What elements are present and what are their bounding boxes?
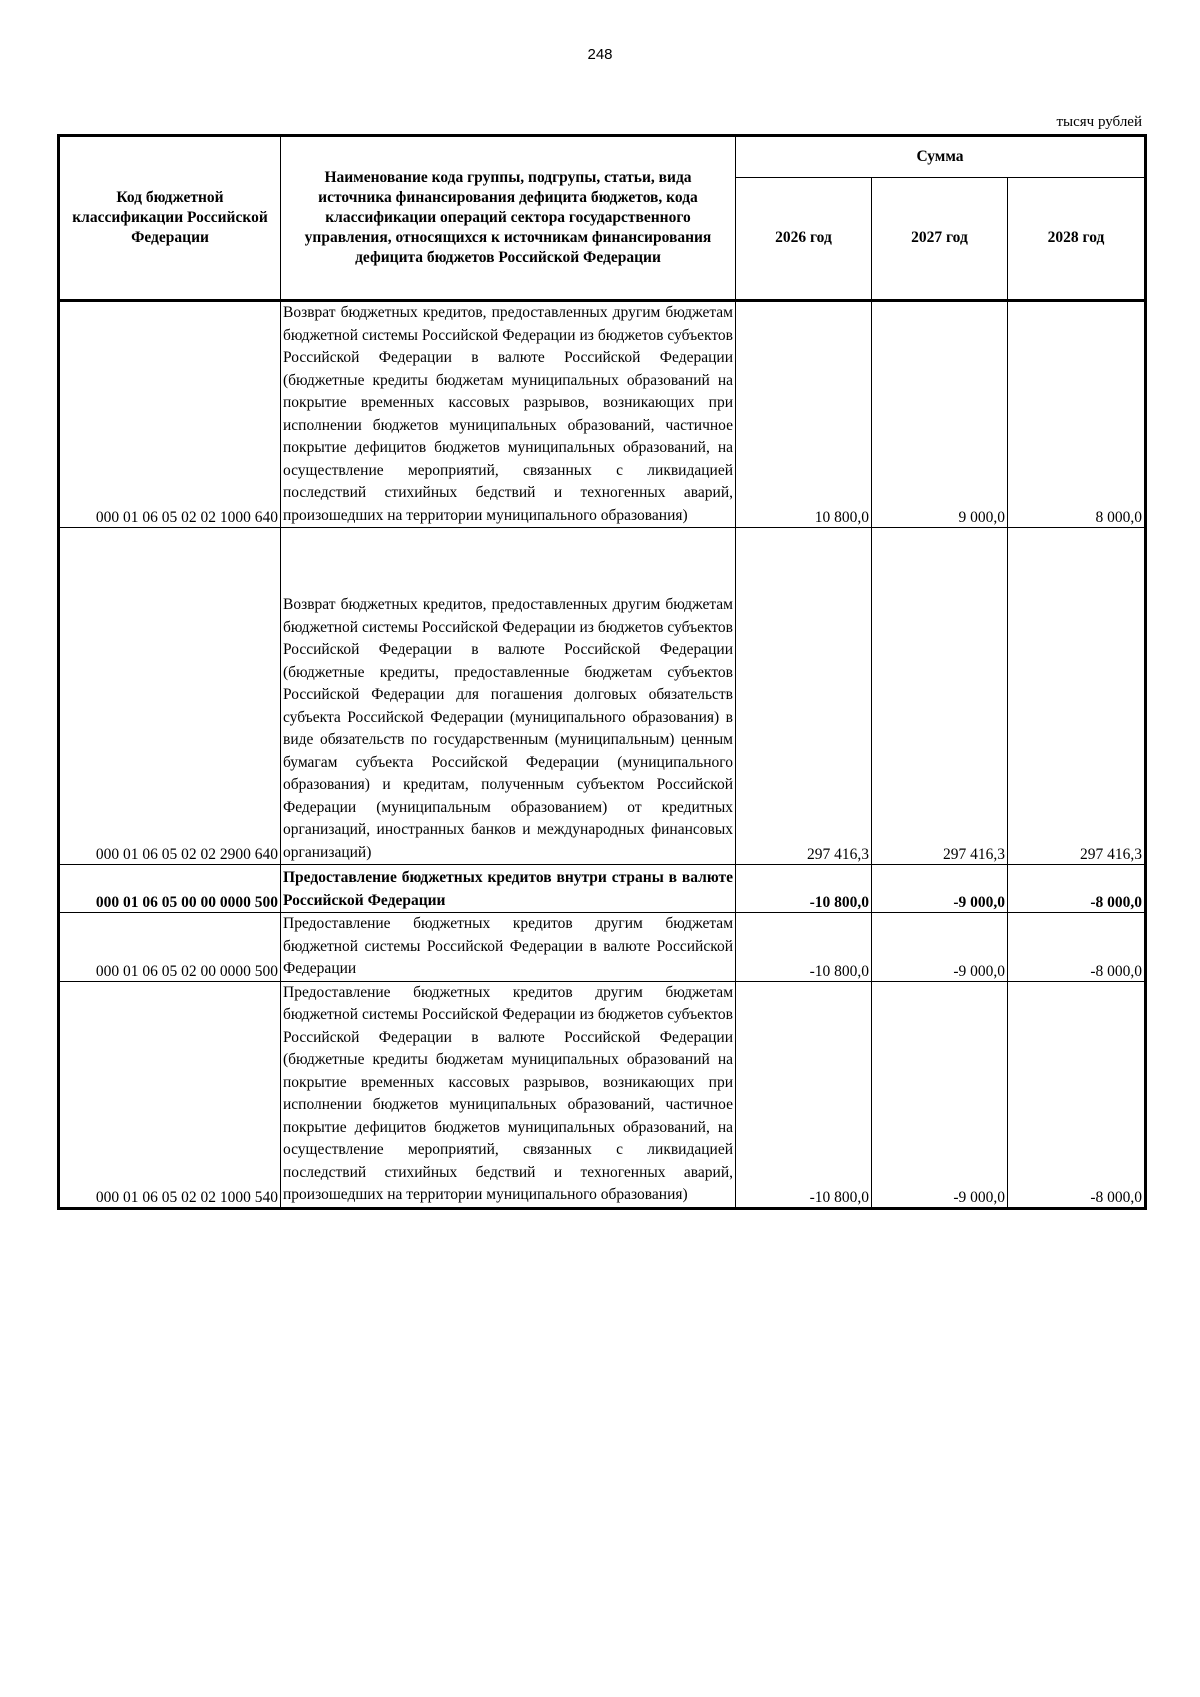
header-year-2027: 2027 год — [872, 178, 1008, 301]
row-value-2028: 297 416,3 — [1008, 528, 1146, 865]
row-code: 000 01 06 05 02 02 2900 640 — [59, 528, 281, 865]
row-code: 000 01 06 05 02 02 1000 540 — [59, 981, 281, 1208]
units-label: тысяч рублей — [1056, 114, 1142, 130]
row-name: Возврат бюджетных кредитов, предоставленных другим бюджетам бюджетной системы Российской Федерации из бюджетов субъектов Российской Федерации в валюте Российской Федерации (бюджетные кредиты, предоставленные бюджетам субъектов Российской Федерации для погашения долговых обязательств субъекта Российской Федерации (муниципального образования) в виде обязательств по государственным (муниципальным) ценным бумагам субъекта Российской Федерации (муниципального образования) и кредитам, полученным субъектом Российской Федерации (муниципальным образованием) от кредитных организаций, иностранных банков и международных финансовых организаций) — [281, 528, 736, 865]
table-row — [59, 981, 1146, 1208]
table-row — [59, 301, 1146, 528]
row-value-2026: 297 416,3 — [736, 528, 872, 865]
header-year-2028: 2028 год — [1008, 178, 1146, 301]
table-row — [59, 865, 1146, 913]
row-value-2027: 9 000,0 — [872, 301, 1008, 528]
row-value-2027: -9 000,0 — [872, 981, 1008, 1208]
budget-table — [57, 134, 1147, 1210]
row-value-2026: -10 800,0 — [736, 981, 872, 1208]
page-number: 248 — [587, 46, 613, 63]
row-value-2027: 297 416,3 — [872, 528, 1008, 865]
table-body — [59, 301, 1146, 1209]
header-name: Наименование кода группы, подгрупы, статьи, вида источника финансирования дефицита бюджетов, кода классификации операций сектора государственного управления, относящихся к источникам финансирования дефицита бюджетов Российской Федерации — [281, 136, 736, 301]
header-sum: Сумма — [736, 136, 1146, 178]
header-code: Код бюджетной классификации Российской Федерации — [59, 136, 281, 301]
row-code: 000 01 06 05 02 02 1000 640 — [59, 301, 281, 528]
row-value-2028: -8 000,0 — [1008, 865, 1146, 913]
table-row — [59, 913, 1146, 982]
row-name: Возврат бюджетных кредитов, предоставленных другим бюджетам бюджетной системы Российской Федерации из бюджетов субъектов Российской Федерации в валюте Российской Федерации (бюджетные кредиты бюджетам муниципальных образований на покрытие временных кассовых разрывов, возникающих при исполнении бюджетов муниципальных образований, частичное покрытие дефицитов бюджетов муниципальных образований, на осуществление мероприятий, связанных с ликвидацией последствий стихийных бедствий и техногенных аварий, произошедших на территории муниципального образования) — [281, 301, 736, 528]
row-value-2026: -10 800,0 — [736, 865, 872, 913]
table-header — [59, 136, 1146, 301]
row-value-2028: 8 000,0 — [1008, 301, 1146, 528]
header-year-2026: 2026 год — [736, 178, 872, 301]
row-value-2026: 10 800,0 — [736, 301, 872, 528]
row-value-2026: -10 800,0 — [736, 913, 872, 982]
table-row — [59, 528, 1146, 865]
row-code: 000 01 06 05 02 00 0000 500 — [59, 913, 281, 982]
row-value-2027: -9 000,0 — [872, 865, 1008, 913]
row-value-2028: -8 000,0 — [1008, 981, 1146, 1208]
row-value-2027: -9 000,0 — [872, 913, 1008, 982]
row-code: 000 01 06 05 00 00 0000 500 — [59, 865, 281, 913]
row-name: Предоставление бюджетных кредитов другим бюджетам бюджетной системы Российской Федерации в валюте Российской Федерации — [281, 913, 736, 982]
row-value-2028: -8 000,0 — [1008, 913, 1146, 982]
row-name: Предоставление бюджетных кредитов другим бюджетам бюджетной системы Российской Федерации из бюджетов субъектов Российской Федерации в валюте Российской Федерации (бюджетные кредиты бюджетам муниципальных образований на покрытие временных кассовых разрывов, возникающих при исполнении бюджетов муниципальных образований, частичное покрытие дефицитов бюджетов муниципальных образований, на осуществление мероприятий, связанных с ликвидацией последствий стихийных бедствий и техногенных аварий, произошедших на территории муниципального образования) — [281, 981, 736, 1208]
row-name: Предоставление бюджетных кредитов внутри страны в валюте Российской Федерации — [281, 865, 736, 913]
